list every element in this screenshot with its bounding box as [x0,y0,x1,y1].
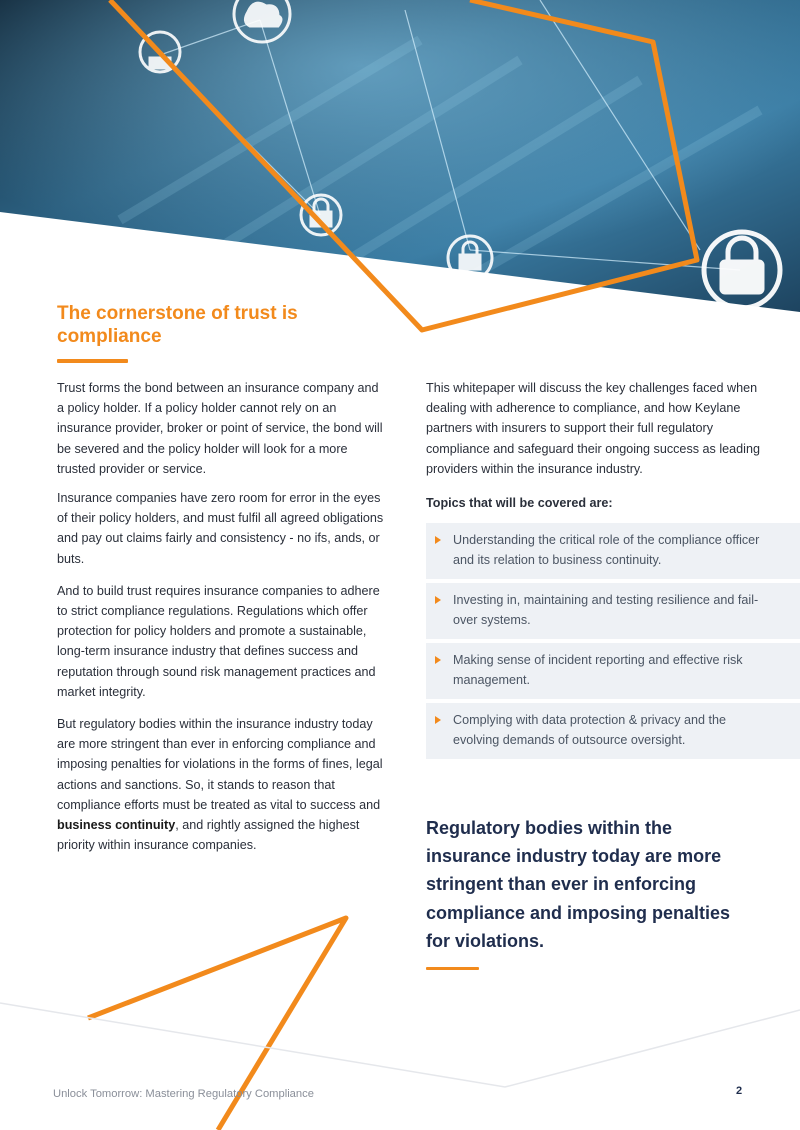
topic-text: Investing in, maintaining and testing resilience and fail-over systems. [453,593,759,628]
list-item [426,523,800,579]
topic-text: Understanding the critical role of the compliance officer and its relation to business continuity. [453,533,760,568]
topics-heading: Topics that will be covered are: [426,496,613,511]
triangle-bullet-icon [435,656,441,664]
list-item [426,583,800,639]
right-column [426,378,766,763]
paragraph-regulatory-end: , and rightly assigned the highest priority within insurance companies. [57,818,360,853]
paragraph-build-trust: And to build trust requires insurance companies to adhere to strict compliance regulations. Regulations which offer protection for policy holders and promote a sustainable, long-term insurance industry that defines success and reputation through sound risk management practices and market integrity. [57,583,380,699]
paragraph-intro: This whitepaper will discuss the key challenges faced when dealing with adherence to compliance, and how Keylane partners with insurers to support their full regulatory compliance and safeguard their ongoing success as leading providers within the insurance industry. [426,381,760,476]
paragraph-trust: Trust forms the bond between an insurance company and a policy holder. If a policy holder cannot rely on an insurance provider, broker or point of service, the bond will be severed and the policy holder will look for a more trusted provider or service. [57,381,383,476]
pull-quote-underline [426,967,479,970]
triangle-bullet-icon [435,716,441,724]
pull-quote: Regulatory bodies within the insurance industry today are more stringent than ever in enforcing compliance and imposing penalties for violations. [426,818,731,951]
hero-image [0,0,800,330]
paragraph-regulatory-start: But regulatory bodies within the insurance industry today are more stringent than ever in enforcing compliance and imposing penalties for violations in the forms of fines, legal actions and sanctions. So, it stands to reason that compliance efforts must be treated as vital to success and [57,717,383,812]
paragraph-regulatory [57,714,387,855]
triangle-bullet-icon [435,536,441,544]
page-number: 2 [736,1085,743,1097]
left-column [57,378,387,864]
topics-list [426,523,800,759]
topic-text: Complying with data protection & privacy and the evolving demands of outsource oversight. [453,713,727,748]
section-heading: The cornerstone of trust is compliance [57,303,298,347]
triangle-bullet-icon [435,596,441,604]
list-item [426,703,800,759]
paragraph-zero-error: Insurance companies have zero room for error in the eyes of their policy holders, and must fulfil all agreed obligations and pay out claims fairly and consistency - no ifs, ands, or buts. [57,491,384,566]
list-item [426,643,800,699]
business-continuity-emphasis: business continuity [57,818,176,833]
topic-text: Making sense of incident reporting and effective risk management. [453,653,743,688]
heading-underline [57,359,128,363]
footer-title: Unlock Tomorrow: Mastering Regulatory Compliance [53,1088,314,1100]
